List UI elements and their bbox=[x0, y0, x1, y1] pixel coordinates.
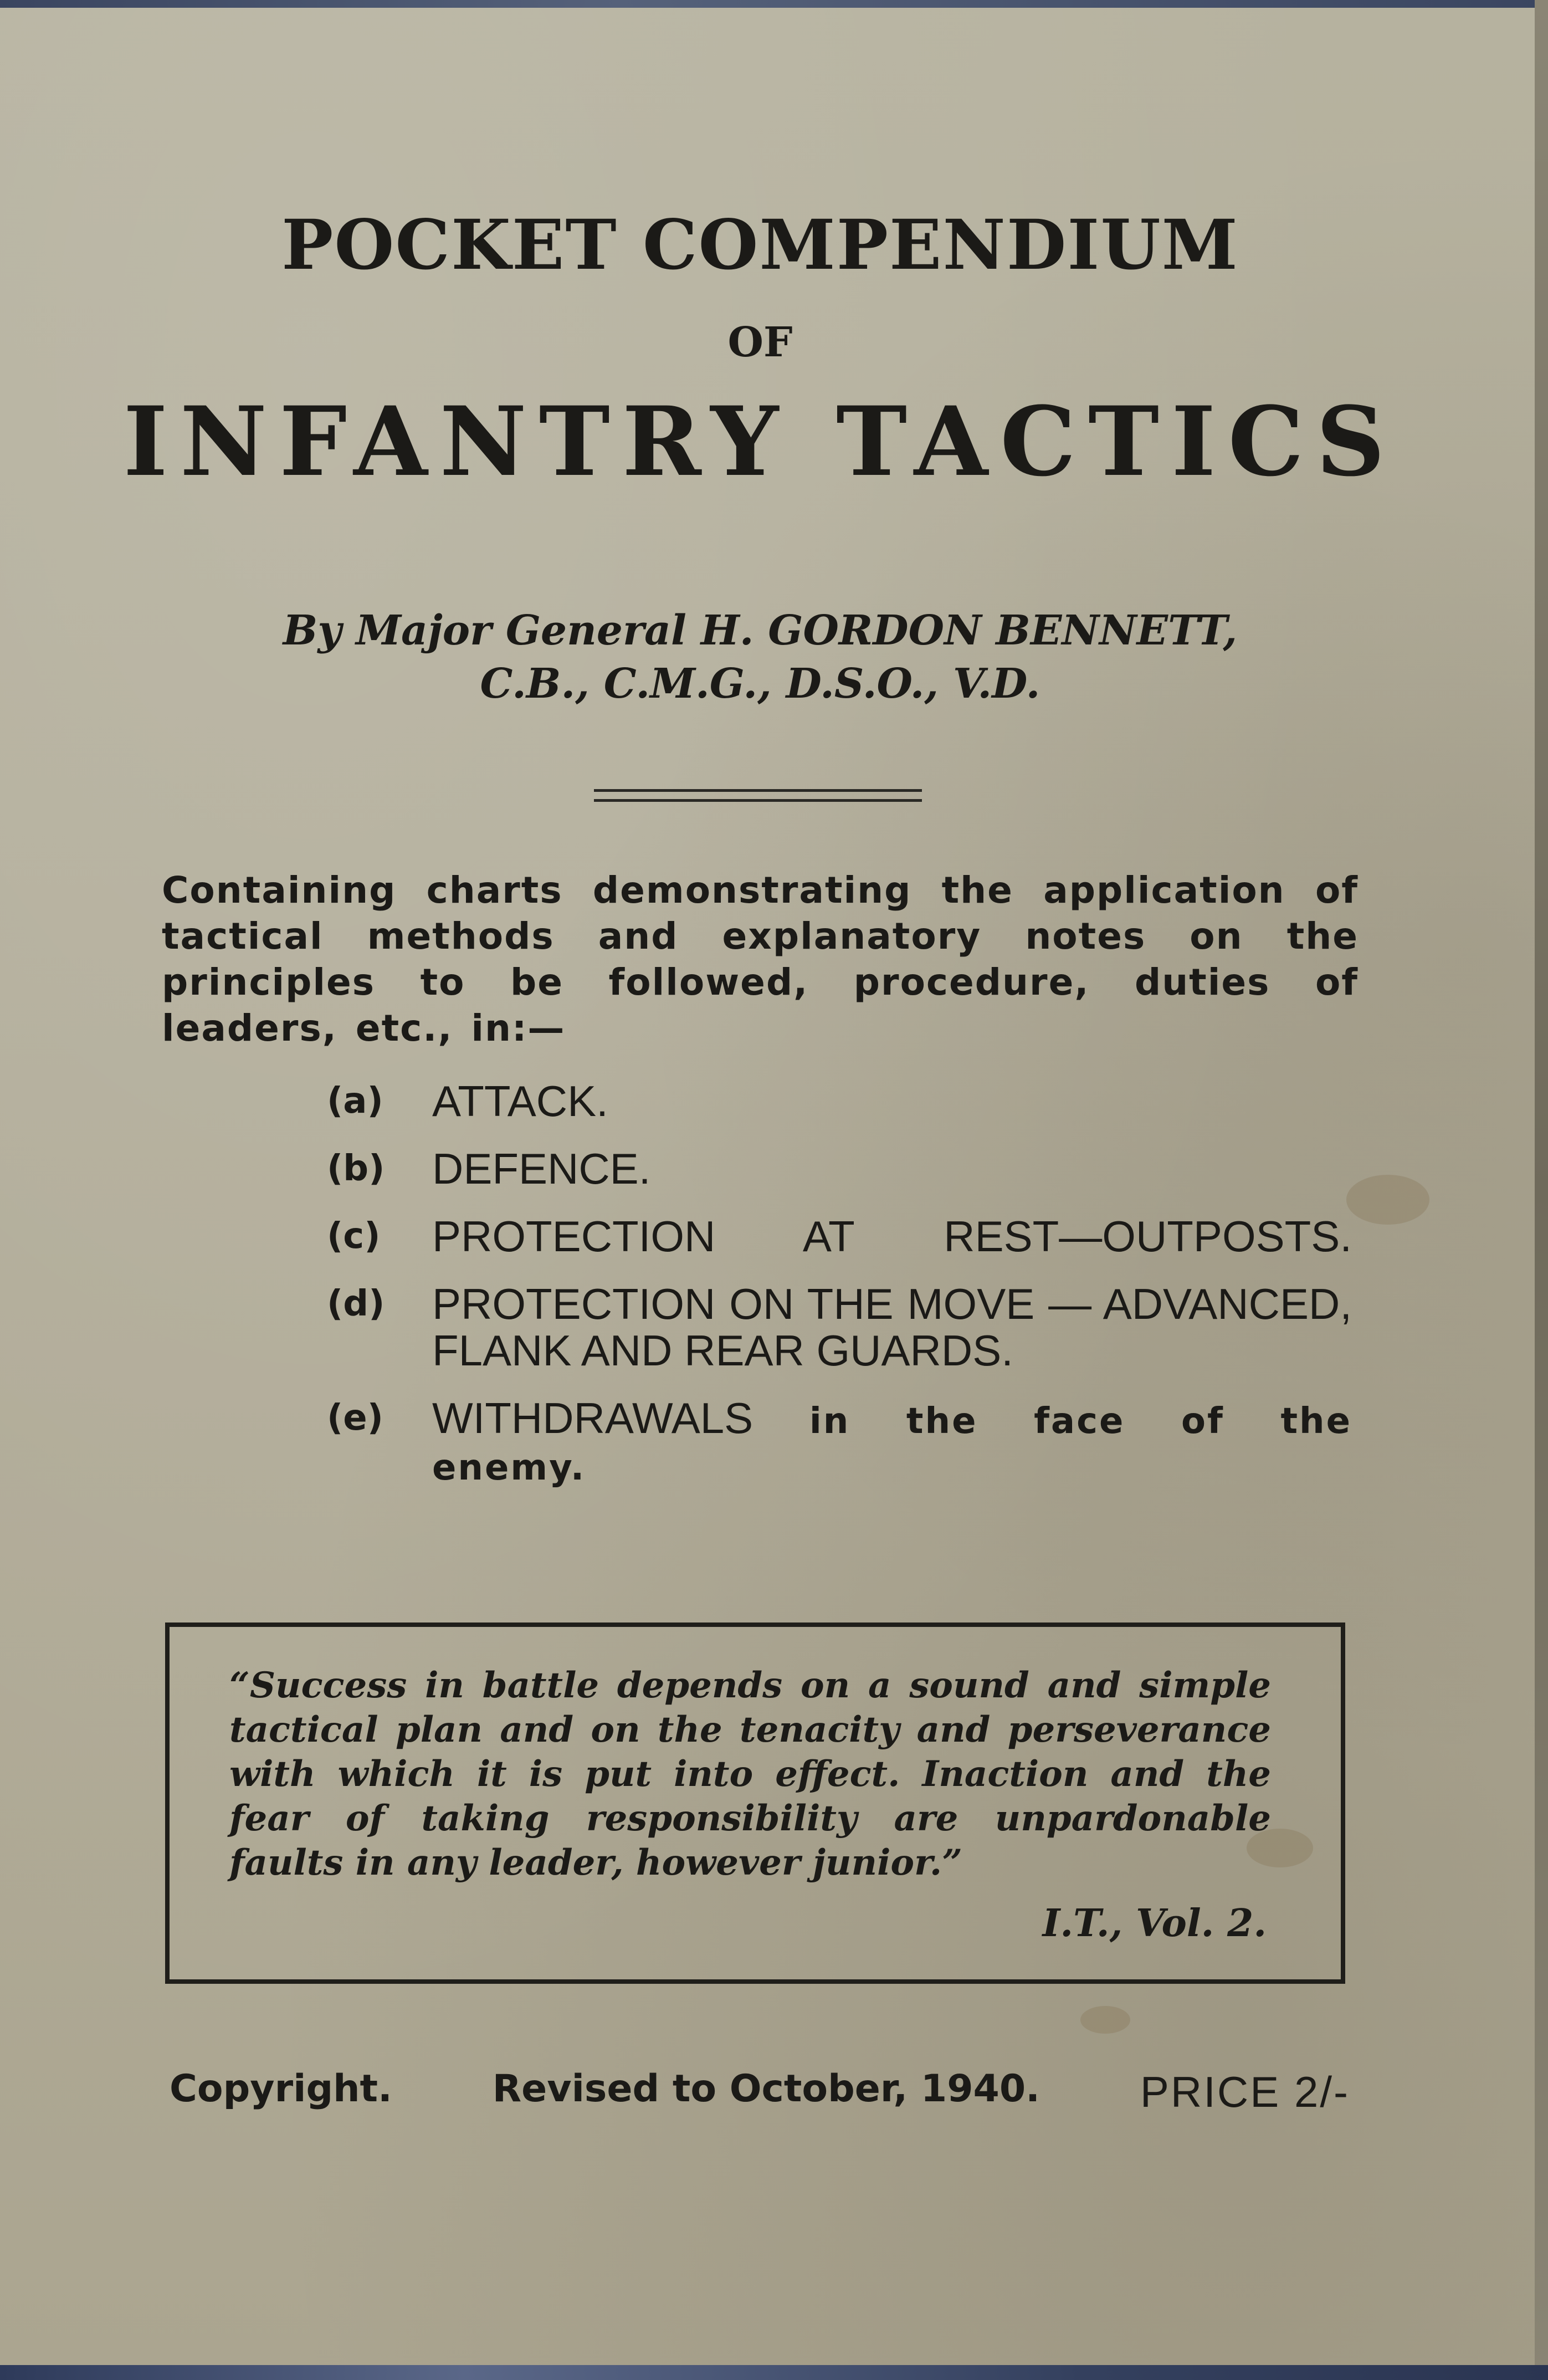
list-item-suffix-word: of bbox=[1181, 1401, 1224, 1442]
quotation-source: I.T., Vol. 2. bbox=[1042, 1901, 1267, 1946]
price-label: PRICE 2/- bbox=[1140, 2067, 1350, 2116]
list-item bbox=[327, 1078, 1352, 1124]
foxing-stain bbox=[1080, 2006, 1130, 2034]
list-item-key: (c) bbox=[327, 1216, 381, 1257]
list-item-suffix-word: in bbox=[809, 1401, 850, 1442]
list-item bbox=[327, 1395, 1352, 1491]
list-item-main: WITHDRAWALS bbox=[432, 1394, 754, 1442]
list-item-text bbox=[432, 1395, 1352, 1491]
cover-edge-right bbox=[1535, 0, 1548, 2380]
list-item-line bbox=[432, 1395, 1352, 1445]
list-item-key: (a) bbox=[327, 1081, 383, 1122]
topics-list bbox=[327, 1078, 1352, 1512]
list-item-key: (e) bbox=[327, 1398, 383, 1439]
cover-edge-top bbox=[0, 0, 1548, 8]
title-of: OF bbox=[727, 319, 793, 366]
list-item bbox=[327, 1281, 1352, 1374]
copyright-label: Copyright. bbox=[170, 2067, 392, 2111]
list-item-text: PROTECTION AT REST—OUTPOSTS. bbox=[432, 1212, 1352, 1261]
author-name: By Major General H. GORDON BENNETT, bbox=[283, 607, 1238, 654]
list-item-text: DEFENCE. bbox=[432, 1144, 651, 1193]
quotation-text: “Success in battle depends on a sound and simple tactical plan and on the tenacity and perseverance with which it is put into effect. Inaction and the fear of taking responsibility are unpardonable faults in any leader, however junior.” bbox=[229, 1665, 1271, 1883]
intro-paragraph: Containing charts demonstrating the application of tactical methods and explanatory notes on the principles to be followed, procedure, duties of leaders, etc., in:— bbox=[162, 869, 1359, 1050]
list-item-key: (b) bbox=[327, 1148, 385, 1189]
list-item bbox=[327, 1145, 1352, 1192]
author-byline bbox=[0, 604, 1520, 710]
list-item-suffix-word: face bbox=[1034, 1401, 1125, 1442]
footer bbox=[170, 2067, 1350, 2117]
list-item bbox=[327, 1213, 1352, 1260]
title-line-2: INFANTRY TACTICS bbox=[123, 385, 1397, 498]
divider-rule-top bbox=[594, 789, 922, 792]
divider-rule-bottom bbox=[594, 799, 922, 802]
revision-note: Revised to October, 1940. bbox=[492, 2067, 1040, 2111]
author-honours: C.B., C.M.G., D.S.O., V.D. bbox=[480, 660, 1040, 708]
list-item-text: ATTACK. bbox=[432, 1077, 608, 1125]
list-item-text: PROTECTION ON THE MOVE — ADVANCED, FLANK AND REAR GUARDS. bbox=[432, 1279, 1352, 1375]
foxing-stain bbox=[1346, 1175, 1429, 1225]
quotation-box bbox=[165, 1623, 1345, 1984]
list-item-suffix-word: the bbox=[906, 1401, 978, 1442]
list-item-suffix-word: the bbox=[1280, 1401, 1352, 1442]
list-item-suffix-end: enemy. bbox=[432, 1447, 586, 1488]
title-line-1: POCKET COMPENDIUM bbox=[281, 205, 1239, 285]
list-item-key: (d) bbox=[327, 1283, 385, 1324]
cover-edge-bottom bbox=[0, 2365, 1548, 2380]
